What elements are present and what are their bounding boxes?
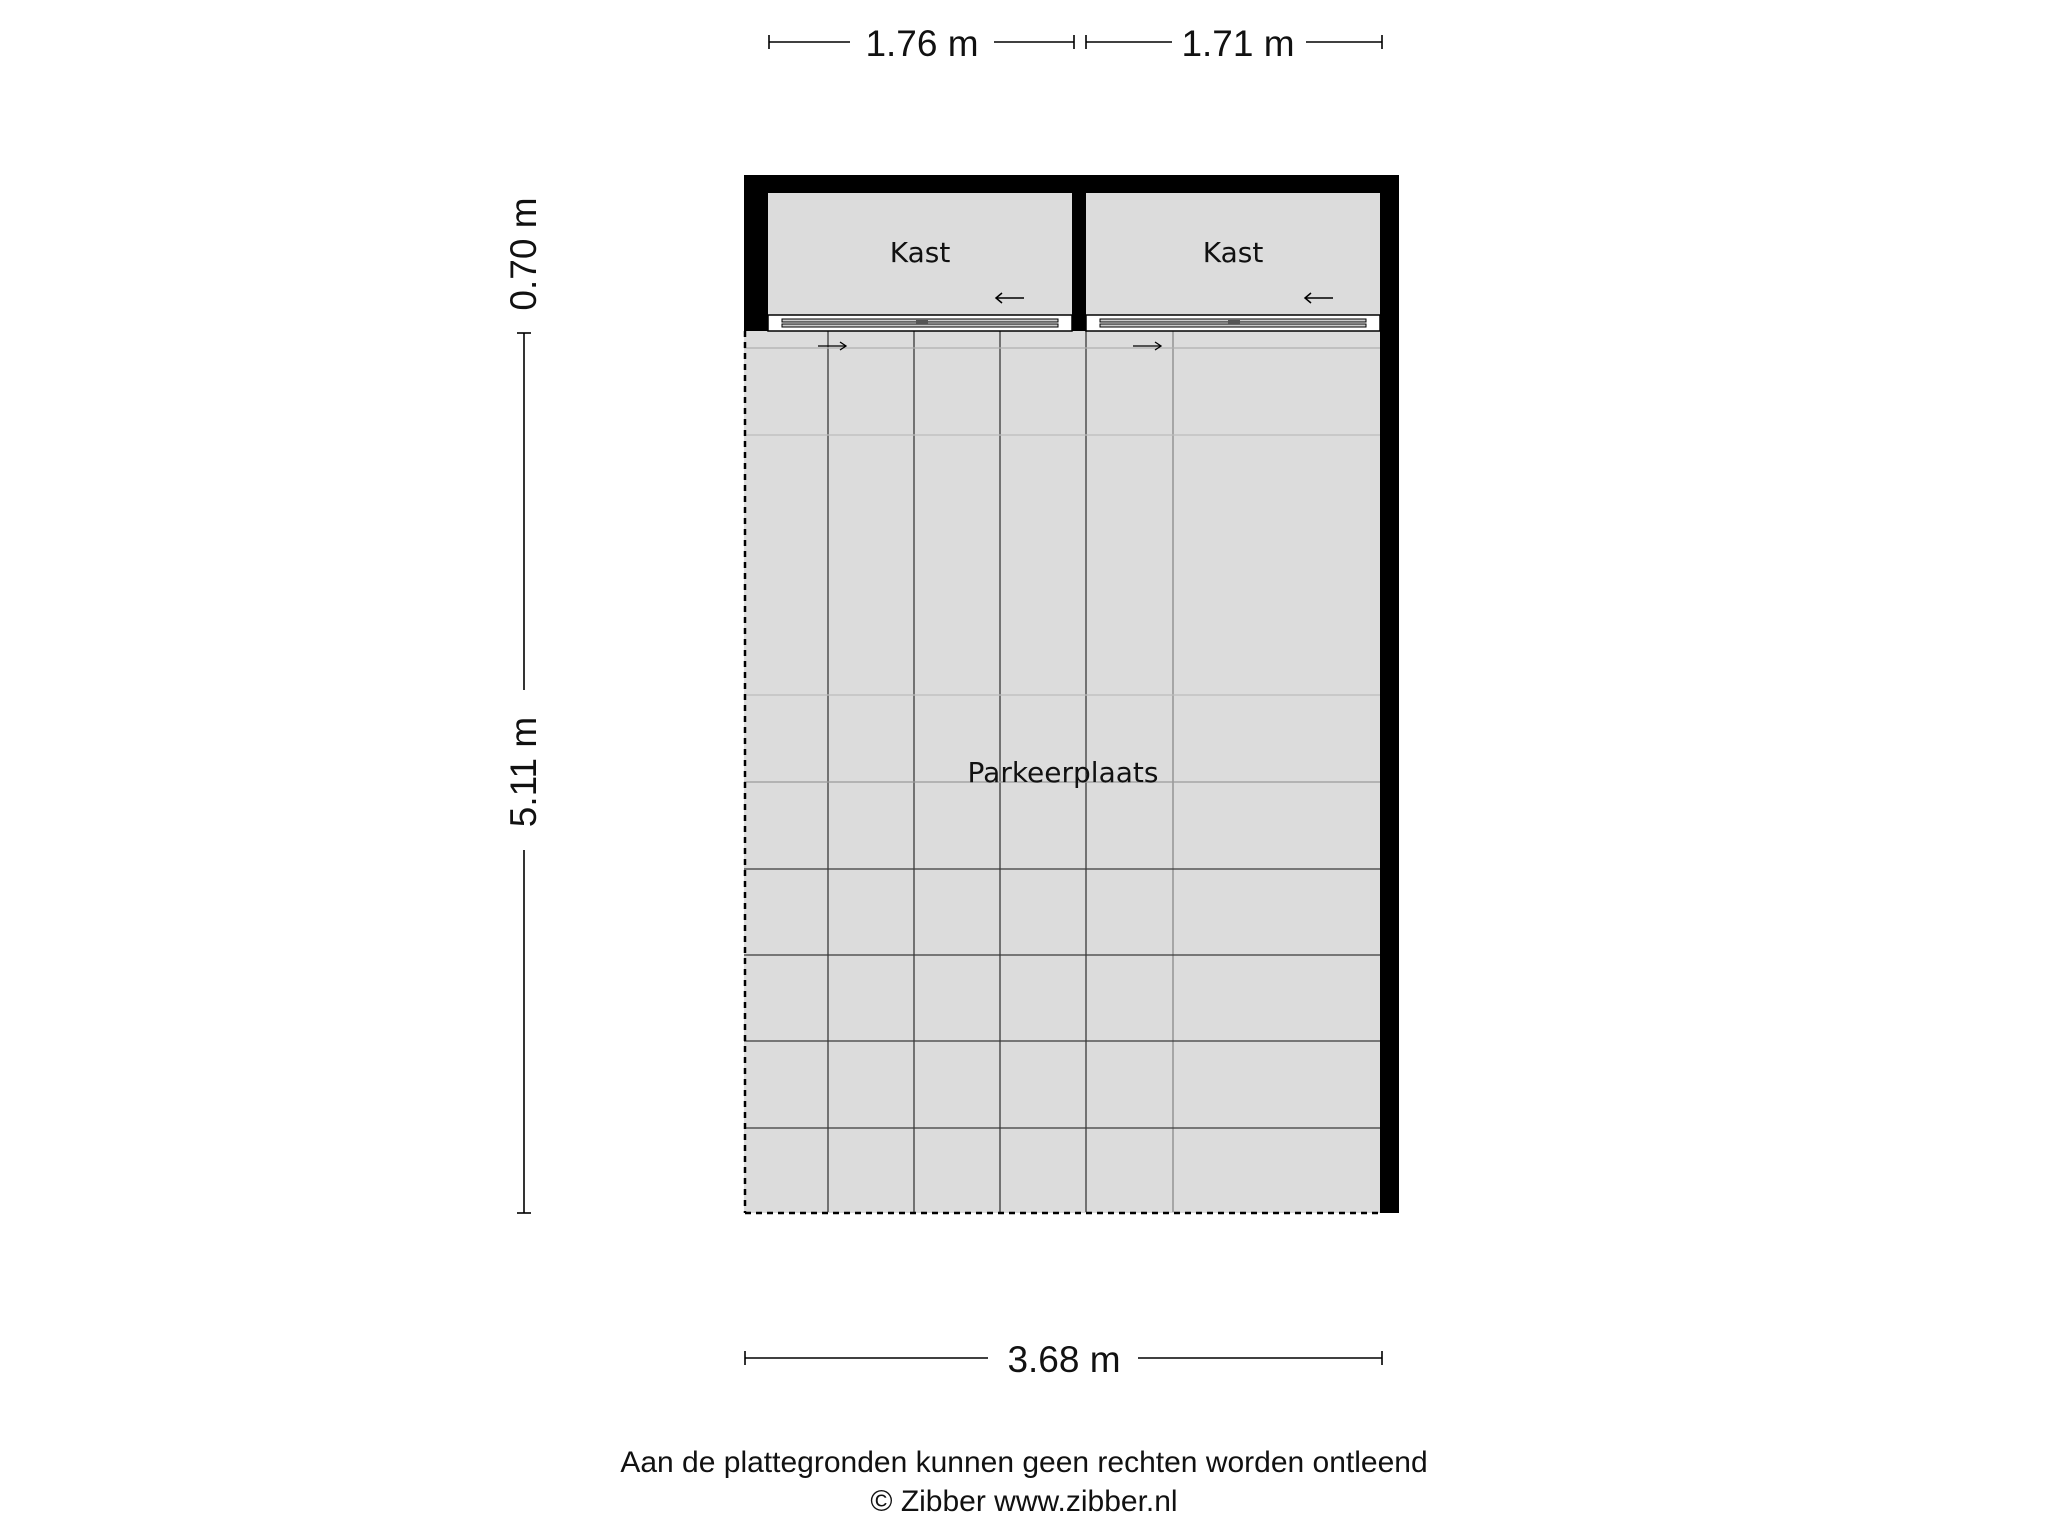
- wall-top: [744, 175, 1399, 193]
- sliding-door-right[interactable]: [1086, 315, 1380, 331]
- sliding-door-left[interactable]: [768, 315, 1072, 331]
- dimension-label-top-right: 1.71 m: [1181, 23, 1295, 64]
- room-label-parking: Parkeerplaats: [967, 756, 1159, 789]
- dimension-label-bottom: 3.68 m: [1007, 1339, 1121, 1380]
- dimension-label-top-left: 1.76 m: [865, 23, 979, 64]
- dimension-label-left-upper: 0.70 m: [503, 197, 544, 311]
- disclaimer-text: Aan de plattegronden kunnen geen rechten worden ontleend: [620, 1446, 1428, 1479]
- room-label-kast-right: Kast: [1202, 236, 1264, 269]
- room-label-kast-left: Kast: [889, 236, 951, 269]
- copyright-text: © Zibber www.zibber.nl: [870, 1485, 1178, 1518]
- wall-right: [1380, 175, 1399, 1213]
- wall-left-upper: [744, 175, 768, 331]
- wall-middle-divider: [1072, 175, 1086, 331]
- dimension-label-left-lower: 5.11 m: [503, 716, 544, 828]
